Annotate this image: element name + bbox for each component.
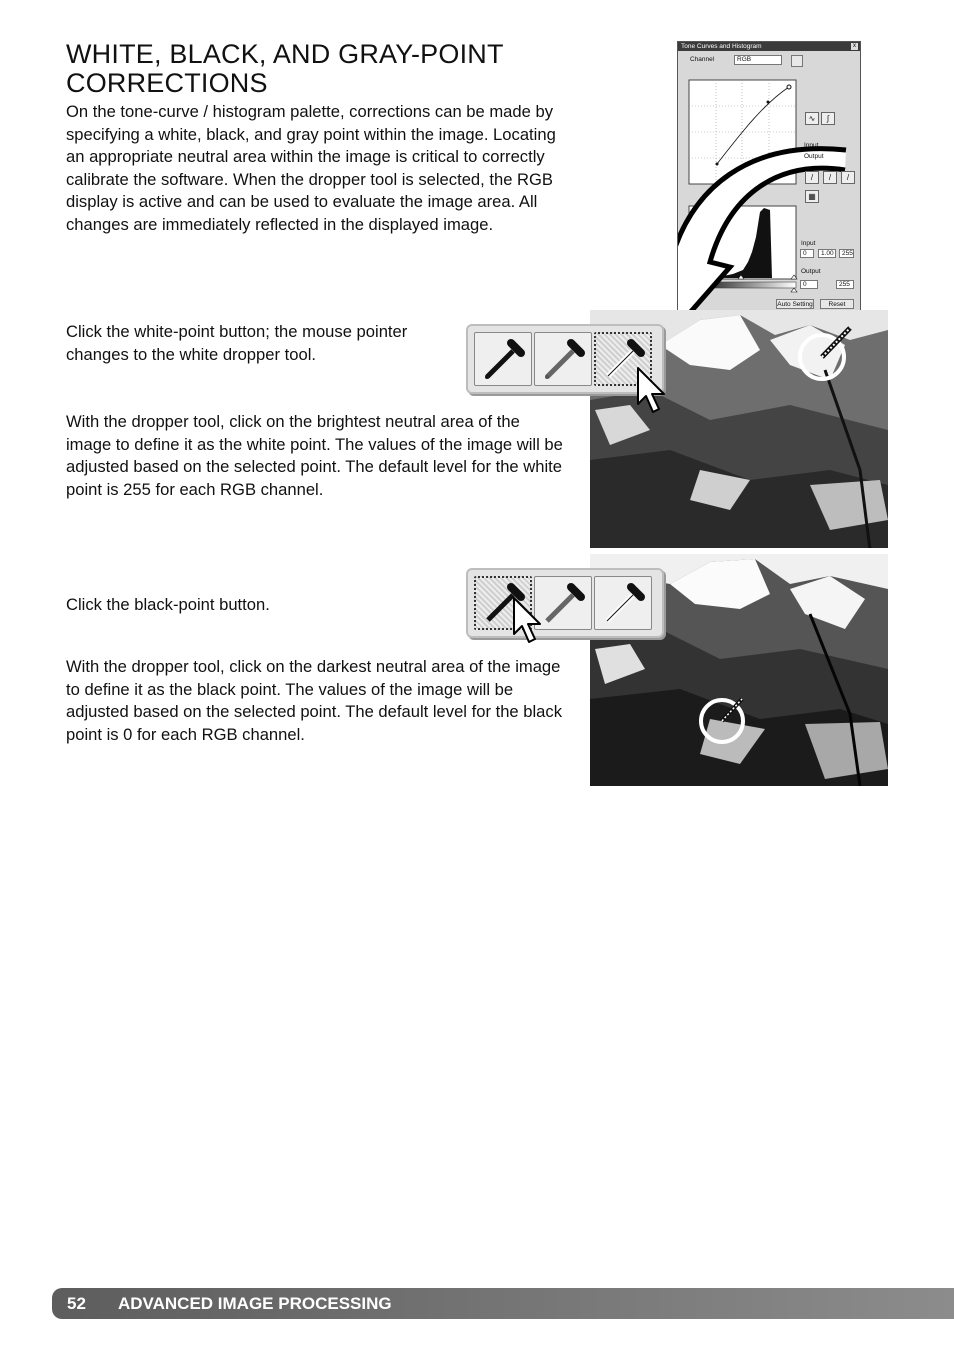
arrow-cursor-icon-2: [512, 596, 546, 648]
dropper-toolbar-black: [466, 568, 664, 638]
histogram-display-icon[interactable]: ▦: [805, 190, 819, 203]
arrow-cursor-icon: [636, 366, 670, 418]
close-icon[interactable]: x: [853, 43, 856, 49]
input-white-field[interactable]: 255: [839, 249, 854, 258]
black-click-paragraph: Click the black-point button.: [66, 595, 270, 614]
output-black-field[interactable]: 0: [800, 280, 818, 289]
curve-mode-icon[interactable]: ∿: [805, 112, 819, 125]
dropper-icon: [535, 333, 591, 385]
white-dropper-icon[interactable]: /: [841, 171, 855, 184]
white-point-button-2[interactable]: [594, 576, 652, 630]
intro-paragraph: On the tone-curve / histogram palette, corrections can be made by specifying a white, black, and gray point within the image. Locating an appropriate neutral area within the image is critical to correctly calibrate the software. When the dropper tool is selected, the RGB display is active and can be used to evaluate the image area. All changes are immediately reflected in the displayed image.: [66, 102, 556, 234]
dialog-title: Tone Curves and Histogram: [681, 43, 762, 50]
levels-input-label: Input: [801, 240, 816, 247]
dropper-icon: [595, 577, 651, 629]
page-title: WHITE, BLACK, AND GRAY-POINT CORRECTIONS: [66, 39, 504, 98]
input-black-field[interactable]: 0: [800, 249, 814, 258]
dropper-toolbar-white: [466, 324, 664, 394]
black-point-button[interactable]: [474, 332, 532, 386]
input-gamma-field[interactable]: 1.00: [818, 249, 836, 258]
black-use-paragraph: With the dropper tool, click on the darkest neutral area of the image to define it as the black point. The values of the image will be adjusted based on the selected point. The default level for the black point is 0 for each RGB channel.: [66, 657, 562, 744]
output-white-field[interactable]: 255: [836, 280, 854, 289]
gray-point-button[interactable]: [534, 332, 592, 386]
curve-input-label: Input: [804, 142, 819, 149]
freehand-mode-icon[interactable]: ∫: [821, 112, 835, 125]
white-click-paragraph: Click the white-point button; the mouse pointer changes to the white dropper tool.: [66, 322, 408, 364]
reset-button[interactable]: Reset: [820, 299, 854, 309]
page-footer: [52, 1288, 954, 1319]
levels-output-label: Output: [801, 268, 821, 275]
tone-curves-dialog: [677, 41, 861, 314]
section-title: ADVANCED IMAGE PROCESSING: [118, 1294, 392, 1313]
channel-label: Channel: [690, 56, 715, 63]
page-number: 52: [67, 1294, 86, 1313]
dropper-icon: [475, 333, 531, 385]
gray-dropper-icon[interactable]: /: [823, 171, 837, 184]
channel-select[interactable]: RGB: [734, 55, 782, 65]
white-use-paragraph: With the dropper tool, click on the brightest neutral area of the image to define it as the white point. The values of the image will be adjusted based on the selected point. The default level for the white point is 255 for each RGB channel.: [66, 412, 563, 499]
curve-output-label: Output: [804, 153, 824, 160]
auto-setting-button[interactable]: Auto Setting: [777, 301, 813, 308]
black-dropper-icon[interactable]: /: [805, 171, 819, 184]
